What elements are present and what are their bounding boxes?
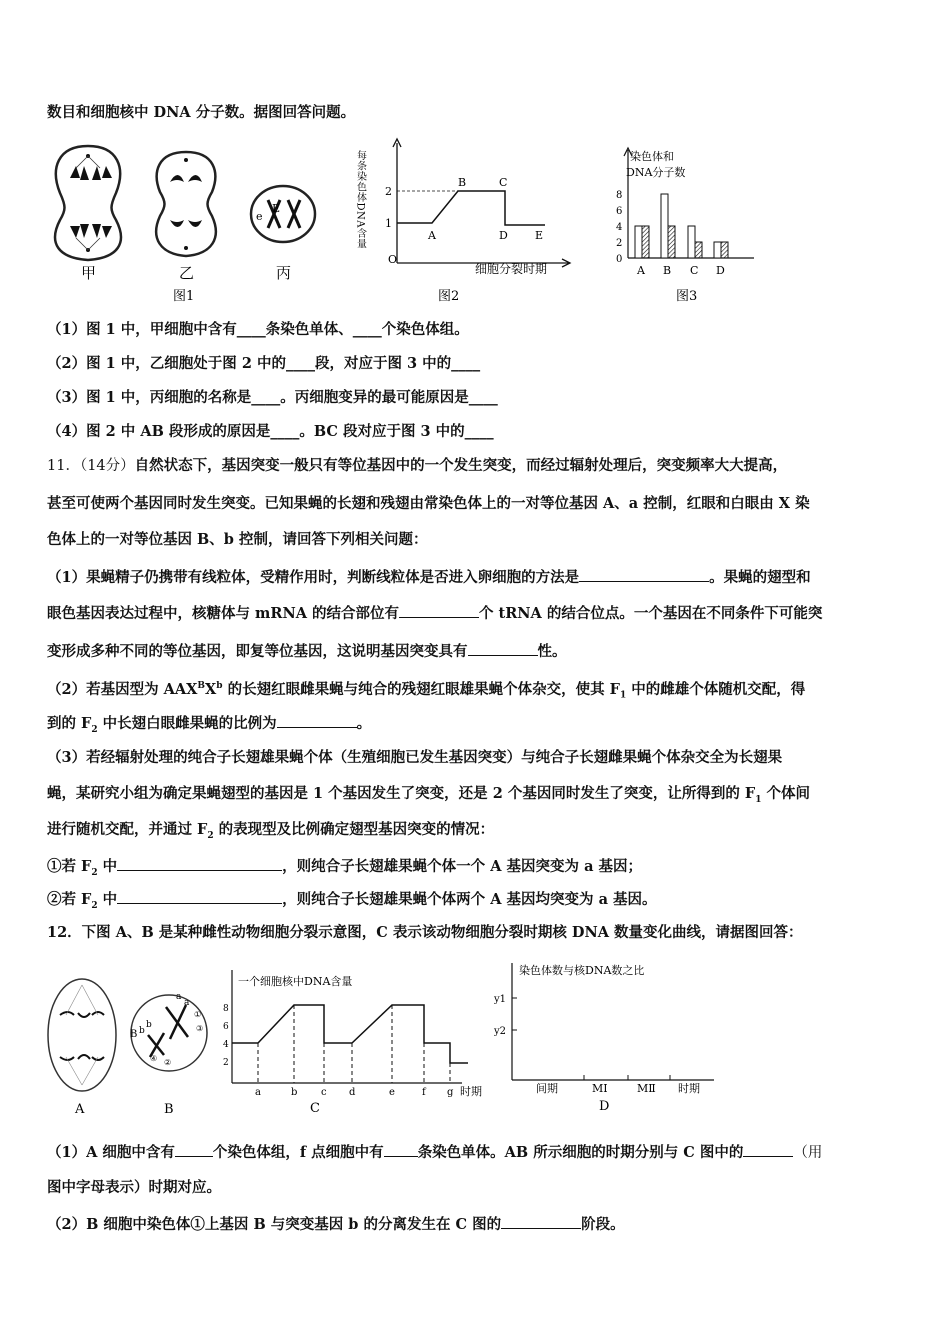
q11-part2-line-2: 到的 $F_2$ 中长翅白眼雌果蝇的比例为 。 [47, 712, 371, 740]
fig2-point-C: C [499, 176, 508, 189]
fig2-ylabel: 每条染色体DNA含量 [354, 150, 366, 249]
cell-jia-outline [55, 146, 121, 260]
figC-xtick-g: g [447, 1087, 454, 1098]
cell-yi-outline [156, 152, 216, 256]
figC-title: 一个细胞核中DNA含量 [238, 975, 353, 988]
figB-caption: B [164, 1102, 174, 1117]
cell-yi-chromosomes [170, 158, 202, 250]
answer-blank[interactable] [501, 1213, 581, 1229]
figB-chr-1: ① [194, 1010, 202, 1019]
figure-12-D [492, 958, 722, 1120]
answer-blank[interactable] [384, 1141, 418, 1157]
answer-blank[interactable] [175, 1141, 213, 1157]
q11-line-3: 色体上的一对等位基因 B、b 控制，请回答下列相关问题： [47, 531, 428, 548]
bar-A-chromosome [635, 226, 642, 258]
q11-case-1: ①若 $F_2$ 中 ，则纯合子长翅雄果蝇个体一个 A 基因突变为 a 基因； [47, 855, 642, 883]
figD-title: 染色体数与核DNA数之比 [519, 964, 645, 977]
bar-D-chromosome [714, 242, 721, 258]
q11-part1-line-2: 眼色基因表达过程中，核糖体与 mRNA 的结合部位有 个 tRNA 的结合位点。一个基因在不同条件下可能突 [47, 602, 822, 624]
figB-chromosomes [148, 1005, 188, 1057]
q11-case-2: ②若 $F_2$ 中 ，则纯合子长翅雄果蝇个体两个 A 基因均突变为 a 基因。 [47, 888, 657, 916]
figB-gene-a1: a [176, 992, 182, 1002]
figB-gene-b1: b [139, 1026, 145, 1036]
q10-item-2: （2）图 1 中，乙细胞处于图 2 中的____段，对应于图 3 中的____ [47, 355, 481, 372]
figB-chr-2: ② [164, 1058, 172, 1067]
figC-ytick-2: 2 [223, 1058, 229, 1068]
figure-1 [48, 138, 338, 308]
cell-label-yi: 乙 [179, 264, 195, 282]
figure-1-caption: 图1 [173, 289, 195, 304]
fig3-ytick-2: 2 [616, 238, 623, 249]
fig3-cat-A: A [637, 264, 645, 277]
figC-dashes [258, 1005, 450, 1083]
q11-part1-line-1: （1）果蝇精子仍携带有线粒体，受精作用时，判断线粒体是否进入卵细胞的方法是 。果蝇的翅型和 [47, 566, 811, 588]
q12-part1-line-1: （1）A 细胞中含有 个染色体组，f 点细胞中有 条染色单体。AB 所示细胞的时期分别与 C 图中的 （用 [47, 1141, 822, 1163]
answer-blank[interactable] [117, 888, 282, 904]
figA-chromosomes [60, 1012, 104, 1060]
figure-12-B [124, 975, 219, 1120]
q11-line-2: 甚至可使两个基因同时发生突变。已知果蝇的长翅和残翅由常染色体上的一对等位基因 A、a 控制，红眼和白眼由 X 染 [47, 495, 810, 512]
fig2-point-B: B [458, 176, 467, 189]
fig2-curve [397, 191, 545, 225]
figure-2 [354, 135, 580, 310]
fig3-ytick-8: 8 [616, 190, 623, 201]
figD-ytick-y2: y2 [494, 1026, 507, 1037]
figA-caption: A [75, 1102, 85, 1117]
answer-blank[interactable] [468, 640, 538, 656]
fig3-ylabel-1: 染色体和 [630, 150, 674, 163]
cell-jia-chromosomes [70, 154, 112, 252]
figure-3-caption: 图3 [676, 289, 698, 304]
figure-12-A [44, 975, 124, 1120]
q11-part3-line-2: 蝇，某研究小组为确定果蝇翅型的基因是 1 个基因发生了突变，还是 2 个基因同时发生了突变，让所得到的 $F_1$ 个体间 [47, 785, 811, 805]
figC-xtick-e: e [389, 1087, 395, 1098]
figA-outline [48, 979, 116, 1091]
bar-D-dna [721, 242, 728, 258]
figB-chr-4: ④ [150, 1054, 158, 1063]
bar-A-dna [642, 226, 649, 258]
figD-caption: D [599, 1099, 610, 1114]
fig3-ytick-6: 6 [616, 206, 623, 217]
q12-part2: （2）B 细胞中染色体①上基因 B 与突变基因 b 的分离发生在 C 图的 阶段。 [47, 1213, 625, 1235]
fig2-origin: O [388, 253, 398, 266]
cell-label-bing: 丙 [276, 264, 292, 282]
bar-C-chromosome [688, 226, 695, 258]
fig3-ytick-0: 0 [616, 254, 623, 265]
figB-gene-B: B [130, 1029, 138, 1040]
figB-gene-a2: a [184, 998, 190, 1008]
fig2-xlabel: 细胞分裂时期 [475, 262, 548, 276]
figA-spindle [66, 985, 98, 1085]
fig2-ytick-2: 2 [385, 185, 392, 198]
figure-2-caption: 图2 [438, 289, 460, 304]
answer-blank[interactable] [277, 712, 357, 728]
figure-3 [608, 140, 758, 310]
figB-chr-3: ③ [196, 1024, 204, 1033]
q11-part1-line-3: 变形成多种不同的等位基因，即复等位基因，这说明基因突变具有 性。 [47, 640, 567, 662]
bar-B-dna [668, 226, 675, 258]
figC-xtick-b: b [291, 1087, 298, 1098]
fig3-cat-B: B [663, 264, 672, 277]
figure-12-C [222, 965, 497, 1120]
figC-xlabel: 时期 [460, 1085, 482, 1098]
q11-part3-line-1: （3）若经辐射处理的纯合子长翅雄果蝇个体（生殖细胞已发生基因突变）与纯合子长翅雌果蝇个体杂交全为长翅果 [47, 749, 783, 766]
q11-part3-line-3: 进行随机交配，并通过 $F_2$ 的表现型及比例确定翅型基因突变的情况： [47, 821, 495, 841]
figC-caption: C [310, 1101, 320, 1116]
gene-label-E: E [272, 202, 281, 215]
answer-blank[interactable] [743, 1141, 793, 1157]
answer-blank[interactable] [117, 855, 282, 871]
fig3-cat-D: D [716, 264, 725, 277]
gene-label-e: e [256, 210, 263, 223]
q10-item-4: （4）图 2 中 AB 段形成的原因是____。BC 段对应于图 3 中的____ [47, 423, 494, 440]
fig2-point-D: D [499, 229, 508, 242]
figC-ytick-8: 8 [223, 1004, 229, 1014]
q11-part2-line-1: （2）若基因型为 $AAX^BX^b$ 的长翅红眼雌果蝇与纯合的残翅红眼雄果蝇个体杂交，使其 $F_1$ 中的雌雄个体随机交配，得 [47, 680, 806, 701]
q10-item-1: （1）图 1 中，甲细胞中含有____条染色单体、____个染色体组。 [47, 321, 469, 338]
fig2-point-A: A [428, 229, 436, 242]
fig3-ylabel-2: DNA分子数 [626, 166, 686, 179]
figC-xtick-f: f [422, 1087, 426, 1098]
fig3-bars [635, 194, 728, 258]
figD-xtick-interphase: 间期 [536, 1082, 558, 1095]
figC-ytick-4: 4 [223, 1040, 229, 1050]
fig2-point-E: E [535, 229, 544, 242]
q11-number: 11．（14分） [47, 458, 135, 474]
figD-ytick-y1: y1 [494, 994, 507, 1005]
bar-C-dna [695, 242, 702, 258]
answer-blank[interactable] [399, 602, 479, 618]
figB-gene-b2: b [146, 1020, 152, 1030]
figC-xtick-c: c [321, 1087, 327, 1098]
figD-xlabel: 时期 [678, 1082, 700, 1095]
bar-B-chromosome [661, 194, 668, 258]
fig2-ytick-1: 1 [385, 217, 392, 230]
fig3-cat-C: C [690, 264, 699, 277]
q11-line-1: 11．（14分）自然状态下，基因突变一般只有等位基因中的一个发生突变，而经过辐射处理后，突变频率大大提高， [47, 457, 788, 474]
figC-ytick-6: 6 [223, 1022, 229, 1032]
figC-xtick-a: a [255, 1087, 261, 1098]
figC-curve [232, 1005, 468, 1063]
q12-part1-line-2: 图中字母表示）时期对应。 [47, 1179, 221, 1196]
q12-stem: 12．下图 A、B 是某种雌性动物细胞分裂示意图，C 表示该动物细胞分裂时期核 DNA 数量变化曲线，请据图回答： [47, 924, 803, 941]
fig3-ytick-4: 4 [616, 222, 623, 233]
figD-xtick-MII: MⅡ [637, 1082, 656, 1095]
q10-item-3: （3）图 1 中，丙细胞的名称是____。丙细胞变异的最可能原因是____ [47, 389, 498, 406]
intro-line: 数目和细胞核中 DNA 分子数。据图回答问题。 [47, 104, 356, 121]
figC-xtick-d: d [349, 1087, 356, 1098]
cell-label-jia: 甲 [81, 264, 97, 282]
figD-xtick-MI: MⅠ [592, 1082, 608, 1095]
answer-blank[interactable] [579, 566, 709, 582]
